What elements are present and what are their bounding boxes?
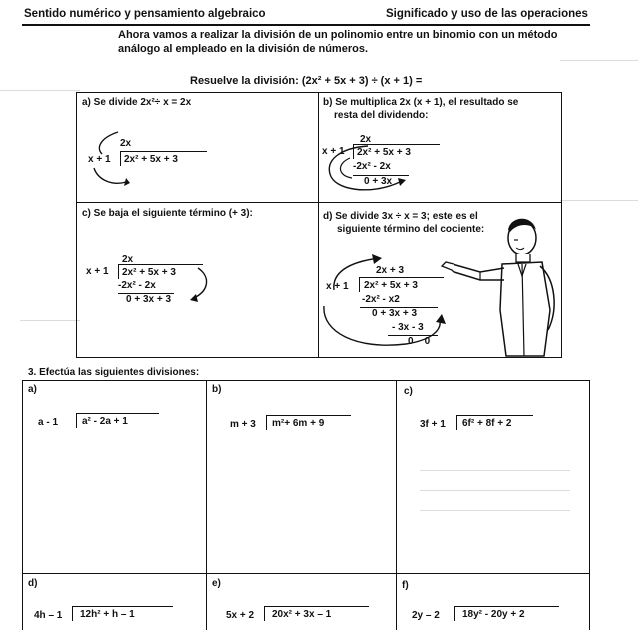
step-c-dividend: 2x² + 5x + 3 (122, 267, 176, 278)
teacher-pointing-illustration (440, 200, 562, 358)
step-c-remainder: 0 + 3x + 3 (126, 294, 172, 305)
exercise-f-label: f) (402, 580, 409, 591)
step-c-divisor: x + 1 (86, 266, 109, 277)
exercise-b-dividend: m²+ 6m + 9 (272, 418, 325, 429)
step-b-quotient: 2x (360, 134, 372, 145)
intro-line-2: análogo al empleado en la división de números. (118, 43, 369, 55)
step-d-label-1: d) Se divide 3x ÷ x = 3; este es el (323, 211, 478, 222)
exercise-c-divisor: 3f + 1 (420, 419, 446, 430)
step-b-dividend: 2x² + 5x + 3 (357, 147, 411, 158)
step-d-label-2: siguiente término del cociente: (337, 224, 485, 235)
step-b-remainder: 0 + 3x (364, 176, 393, 187)
step-a-dividend: 2x² + 5x + 3 (124, 154, 178, 165)
exercise-f-divisor: 2y – 2 (412, 610, 440, 621)
exercise-c-dividend: 6f² + 8f + 2 (462, 418, 512, 429)
step-d-remainder-1: 0 + 3x + 3 (372, 308, 418, 319)
step-d-remainder-2: 0 0 (408, 336, 431, 347)
header-left: Sentido numérico y pensamiento algebraico (24, 8, 266, 20)
step-c-label: c) Se baja el siguiente término (+ 3): (82, 208, 253, 219)
step-a-divisor: x + 1 (88, 154, 111, 165)
exercise-b-divisor: m + 3 (230, 419, 256, 430)
intro-line-1: Ahora vamos a realizar la división de un polinomio entre un binomio con un método (118, 29, 558, 41)
header-rule (22, 24, 590, 26)
exercise-e-label: e) (212, 578, 221, 589)
exercise-e-divisor: 5x + 2 (226, 610, 255, 621)
exercise-a-divisor: a - 1 (38, 417, 59, 428)
step-d-quotient: 2x + 3 (376, 265, 405, 276)
step-b-divisor: x + 1 (322, 146, 345, 157)
step-d-dividend: 2x² + 5x + 3 (364, 280, 418, 291)
problem-statement: Resuelve la división: (2x² + 5x + 3) ÷ (x + 1) = (190, 75, 423, 87)
exercise-e-dividend: 20x² + 3x – 1 (272, 609, 332, 620)
header-right: Significado y uso de las operaciones (386, 8, 588, 20)
step-d-subtraction-2: - 3x - 3 (392, 322, 424, 333)
step-b-label-2: resta del dividendo: (334, 110, 429, 121)
step-c-subtraction: -2x² - 2x (118, 280, 156, 291)
exercise-f-dividend: 18y² - 20y + 2 (462, 609, 525, 620)
exercise-d-divisor: 4h – 1 (34, 610, 63, 621)
exercise-c-label: c) (404, 386, 413, 397)
step-b-arrows (320, 140, 420, 200)
step-a-label: a) Se divide 2x²÷ x = 2x (82, 97, 192, 108)
step-d-divisor: x + 1 (326, 281, 349, 292)
step-c-quotient: 2x (122, 254, 134, 265)
step-b-label-1: b) Se multiplica 2x (x + 1), el resultado se (323, 97, 519, 108)
step-c-arrow (180, 262, 220, 308)
step-a-quotient: 2x (120, 138, 132, 149)
exercise-b-label: b) (212, 384, 222, 395)
exercise-title: 3. Efectúa las siguientes divisiones: (28, 367, 200, 378)
step-a-arrow (92, 128, 132, 194)
exercise-a-dividend: a² - 2a + 1 (82, 416, 128, 427)
exercise-a-label: a) (28, 384, 37, 395)
exercise-d-dividend: 12h² + h – 1 (80, 609, 135, 620)
step-b-subtraction: -2x² - 2x (353, 161, 391, 172)
step-d-subtraction-1: -2x² - x2 (362, 294, 400, 305)
exercise-d-label: d) (28, 578, 38, 589)
